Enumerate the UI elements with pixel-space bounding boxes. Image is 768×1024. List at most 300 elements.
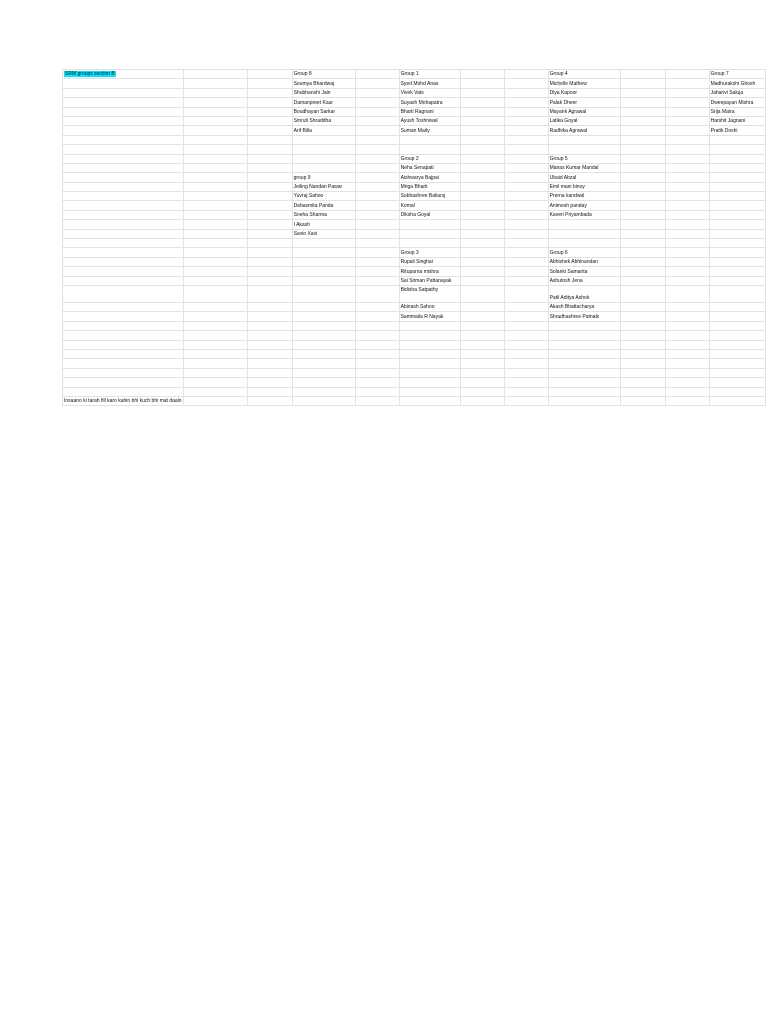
cell[interactable] (665, 107, 709, 116)
cell[interactable] (63, 145, 184, 154)
cell[interactable] (620, 201, 665, 210)
member-cell[interactable]: Patil Aditya Ashok (548, 285, 620, 302)
cell[interactable] (63, 368, 184, 377)
cell[interactable] (355, 116, 399, 125)
cell[interactable] (665, 210, 709, 219)
cell[interactable] (183, 182, 247, 191)
member-cell[interactable]: Suman Maity (399, 126, 460, 135)
member-cell[interactable]: Sammaila R Nayak (399, 312, 460, 321)
member-cell[interactable]: Emil mani binoy (548, 182, 620, 191)
cell[interactable] (183, 220, 247, 229)
cell[interactable] (247, 387, 292, 396)
cell[interactable] (709, 210, 765, 219)
member-cell[interactable]: Rituparna mishra (399, 267, 460, 276)
cell[interactable] (183, 116, 247, 125)
cell[interactable] (183, 368, 247, 377)
cell[interactable] (665, 359, 709, 368)
cell[interactable] (63, 267, 184, 276)
cell[interactable] (665, 349, 709, 358)
cell[interactable] (504, 276, 548, 285)
cell[interactable] (709, 285, 765, 302)
cell[interactable] (355, 302, 399, 311)
cell[interactable] (63, 378, 184, 387)
cell[interactable] (247, 312, 292, 321)
cell[interactable] (504, 201, 548, 210)
member-cell[interactable]: Solanki Samanta (548, 267, 620, 276)
cell[interactable] (620, 182, 665, 191)
cell[interactable] (355, 163, 399, 172)
cell[interactable] (247, 276, 292, 285)
cell[interactable] (665, 88, 709, 97)
cell[interactable] (460, 378, 504, 387)
cell[interactable] (460, 396, 504, 405)
cell[interactable] (460, 107, 504, 116)
cell[interactable] (399, 220, 460, 229)
cell[interactable] (620, 220, 665, 229)
cell[interactable] (355, 182, 399, 191)
cell[interactable] (709, 173, 765, 182)
member-cell[interactable]: Suyash Mohapatra (399, 98, 460, 107)
member-cell[interactable]: Arif Billa (292, 126, 355, 135)
cell[interactable] (183, 98, 247, 107)
cell[interactable] (620, 312, 665, 321)
cell[interactable] (247, 220, 292, 229)
group3-header[interactable]: Group 3 (399, 248, 460, 257)
cell[interactable] (183, 321, 247, 330)
cell[interactable] (183, 248, 247, 257)
cell[interactable] (292, 239, 355, 248)
cell[interactable] (63, 135, 184, 144)
cell[interactable] (355, 387, 399, 396)
cell[interactable] (665, 70, 709, 79)
cell[interactable] (620, 387, 665, 396)
cell[interactable] (665, 182, 709, 191)
cell[interactable] (63, 163, 184, 172)
cell[interactable] (63, 192, 184, 201)
cell[interactable] (548, 145, 620, 154)
cell[interactable] (709, 368, 765, 377)
cell[interactable] (460, 276, 504, 285)
cell[interactable] (504, 229, 548, 238)
cell[interactable] (620, 192, 665, 201)
cell[interactable] (63, 154, 184, 163)
cell[interactable] (183, 239, 247, 248)
member-cell[interactable]: Prerna kandwal (548, 192, 620, 201)
cell[interactable] (247, 248, 292, 257)
cell[interactable] (183, 201, 247, 210)
cell[interactable] (292, 154, 355, 163)
cell[interactable] (504, 70, 548, 79)
cell[interactable] (292, 145, 355, 154)
cell[interactable] (709, 154, 765, 163)
cell[interactable] (665, 239, 709, 248)
cell[interactable] (183, 70, 247, 79)
cell[interactable] (620, 107, 665, 116)
cell[interactable] (183, 173, 247, 182)
group4-header[interactable]: Group 4 (548, 70, 620, 79)
cell[interactable] (665, 368, 709, 377)
cell[interactable] (63, 239, 184, 248)
cell[interactable] (247, 331, 292, 340)
cell[interactable] (709, 182, 765, 191)
member-cell[interactable]: Dweepayan Mishra (709, 98, 765, 107)
cell[interactable] (292, 257, 355, 266)
member-cell[interactable]: Animesh panday (548, 201, 620, 210)
cell[interactable] (247, 229, 292, 238)
cell[interactable] (292, 267, 355, 276)
cell[interactable] (709, 321, 765, 330)
cell[interactable] (504, 285, 548, 302)
cell[interactable] (63, 340, 184, 349)
cell[interactable] (620, 248, 665, 257)
group2-header[interactable]: Group 2 (399, 154, 460, 163)
cell[interactable] (63, 210, 184, 219)
cell[interactable] (709, 396, 765, 405)
cell[interactable] (665, 387, 709, 396)
cell[interactable] (355, 285, 399, 302)
member-cell[interactable]: Aishwarya Bajpai (399, 173, 460, 182)
cell[interactable] (355, 378, 399, 387)
cell[interactable] (355, 368, 399, 377)
cell[interactable] (399, 359, 460, 368)
cell[interactable] (665, 145, 709, 154)
cell[interactable] (504, 387, 548, 396)
cell[interactable] (504, 210, 548, 219)
cell[interactable] (460, 349, 504, 358)
cell[interactable] (460, 331, 504, 340)
cell[interactable] (247, 163, 292, 172)
cell[interactable] (292, 321, 355, 330)
cell[interactable] (504, 248, 548, 257)
member-cell[interactable]: Sneha Sharma (292, 210, 355, 219)
cell[interactable] (183, 257, 247, 266)
cell[interactable] (620, 396, 665, 405)
cell[interactable] (183, 267, 247, 276)
cell[interactable] (247, 116, 292, 125)
member-cell[interactable]: Abhishek Abhinandan (548, 257, 620, 266)
cell[interactable] (460, 163, 504, 172)
cell[interactable] (620, 349, 665, 358)
cell[interactable] (292, 378, 355, 387)
group1-header[interactable]: Group 1 (399, 70, 460, 79)
cell[interactable] (460, 192, 504, 201)
cell[interactable] (399, 349, 460, 358)
cell[interactable] (504, 312, 548, 321)
cell[interactable] (399, 321, 460, 330)
cell[interactable] (504, 79, 548, 88)
cell[interactable] (460, 267, 504, 276)
cell[interactable] (247, 302, 292, 311)
cell[interactable] (292, 276, 355, 285)
cell[interactable] (460, 229, 504, 238)
cell[interactable] (709, 359, 765, 368)
cell[interactable] (620, 285, 665, 302)
cell[interactable] (709, 312, 765, 321)
cell[interactable] (504, 302, 548, 311)
cell[interactable] (292, 359, 355, 368)
cell[interactable] (665, 154, 709, 163)
cell[interactable] (548, 229, 620, 238)
cell[interactable] (355, 154, 399, 163)
cell[interactable] (504, 349, 548, 358)
cell[interactable] (620, 239, 665, 248)
cell[interactable] (292, 302, 355, 311)
cell[interactable] (183, 331, 247, 340)
cell[interactable] (63, 257, 184, 266)
cell[interactable] (183, 302, 247, 311)
cell[interactable] (709, 302, 765, 311)
cell[interactable] (709, 276, 765, 285)
cell[interactable] (399, 239, 460, 248)
cell[interactable] (460, 285, 504, 302)
cell[interactable] (292, 368, 355, 377)
cell[interactable] (504, 331, 548, 340)
cell[interactable] (399, 229, 460, 238)
cell[interactable] (665, 116, 709, 125)
cell[interactable] (460, 302, 504, 311)
cell[interactable] (620, 154, 665, 163)
member-cell[interactable]: Ayush Toshniwal (399, 116, 460, 125)
cell[interactable] (355, 359, 399, 368)
cell[interactable] (665, 163, 709, 172)
cell[interactable] (548, 387, 620, 396)
member-cell[interactable]: Sai Sriman Pattanayak (399, 276, 460, 285)
cell[interactable] (63, 312, 184, 321)
cell[interactable] (355, 340, 399, 349)
cell[interactable] (460, 79, 504, 88)
cell[interactable] (355, 126, 399, 135)
member-cell[interactable]: Neha Senapati (399, 163, 460, 172)
cell[interactable] (504, 368, 548, 377)
cell[interactable] (504, 88, 548, 97)
cell[interactable] (504, 126, 548, 135)
cell[interactable] (355, 248, 399, 257)
cell[interactable] (665, 321, 709, 330)
cell[interactable] (504, 154, 548, 163)
cell[interactable] (620, 210, 665, 219)
cell[interactable] (63, 359, 184, 368)
member-cell[interactable]: Bidisha Satpathy (399, 285, 460, 302)
cell[interactable] (247, 98, 292, 107)
cell[interactable] (292, 349, 355, 358)
cell[interactable] (665, 257, 709, 266)
cell[interactable] (183, 192, 247, 201)
group9-header[interactable]: group 9 (292, 173, 355, 182)
cell[interactable] (247, 340, 292, 349)
cell[interactable] (709, 135, 765, 144)
cell[interactable] (504, 340, 548, 349)
cell[interactable] (620, 276, 665, 285)
cell[interactable] (460, 116, 504, 125)
cell[interactable] (399, 368, 460, 377)
cell[interactable] (247, 285, 292, 302)
member-cell[interactable]: Latika Goyal (548, 116, 620, 125)
cell[interactable] (665, 192, 709, 201)
cell[interactable] (709, 201, 765, 210)
group6-header[interactable]: Group 6 (548, 248, 620, 257)
cell[interactable] (709, 378, 765, 387)
cell[interactable] (504, 173, 548, 182)
cell[interactable] (665, 267, 709, 276)
cell[interactable] (355, 220, 399, 229)
cell[interactable] (183, 340, 247, 349)
group7-header[interactable]: Group 7 (709, 70, 765, 79)
cell[interactable] (183, 285, 247, 302)
cell[interactable] (709, 220, 765, 229)
cell[interactable] (63, 98, 184, 107)
cell[interactable] (63, 331, 184, 340)
cell[interactable] (292, 340, 355, 349)
cell[interactable] (620, 126, 665, 135)
cell[interactable] (548, 349, 620, 358)
cell[interactable] (355, 312, 399, 321)
cell[interactable] (355, 173, 399, 182)
member-cell[interactable]: Radhika Agrawal (548, 126, 620, 135)
cell[interactable] (355, 331, 399, 340)
cell[interactable] (709, 257, 765, 266)
group8-header[interactable]: Group 8 (292, 70, 355, 79)
cell[interactable] (355, 107, 399, 116)
cell[interactable] (355, 88, 399, 97)
cell[interactable] (504, 163, 548, 172)
cell[interactable] (247, 267, 292, 276)
member-cell[interactable]: Michelle Mathew (548, 79, 620, 88)
cell[interactable] (183, 135, 247, 144)
cell[interactable] (709, 163, 765, 172)
cell[interactable] (63, 107, 184, 116)
cell[interactable] (355, 145, 399, 154)
cell[interactable] (355, 135, 399, 144)
cell[interactable] (665, 378, 709, 387)
footer-note[interactable]: Insaano ki tarah fill karo kahin bhi kuch bhi mat daalo (64, 398, 182, 405)
cell[interactable] (460, 321, 504, 330)
cell[interactable] (504, 182, 548, 191)
member-cell[interactable]: Shubhanshi Jain (292, 88, 355, 97)
cell[interactable] (247, 145, 292, 154)
cell[interactable] (292, 396, 355, 405)
cell[interactable] (247, 173, 292, 182)
cell[interactable] (292, 135, 355, 144)
cell[interactable] (63, 349, 184, 358)
member-cell[interactable]: Subhashree Baliarsj (399, 192, 460, 201)
cell[interactable] (665, 285, 709, 302)
cell[interactable] (247, 192, 292, 201)
cell[interactable] (247, 210, 292, 219)
member-cell[interactable]: Diksha Goyal (399, 210, 460, 219)
cell[interactable] (504, 145, 548, 154)
cell[interactable] (665, 135, 709, 144)
cell[interactable] (355, 276, 399, 285)
cell[interactable] (709, 331, 765, 340)
cell[interactable] (665, 79, 709, 88)
cell[interactable] (620, 116, 665, 125)
cell[interactable] (183, 359, 247, 368)
cell[interactable] (709, 387, 765, 396)
cell[interactable] (709, 192, 765, 201)
cell[interactable] (548, 331, 620, 340)
cell[interactable] (665, 276, 709, 285)
member-cell[interactable]: Debasmita Panda (292, 201, 355, 210)
cell[interactable] (504, 239, 548, 248)
member-cell[interactable]: Yuvraj Sahoo (292, 192, 355, 201)
cell[interactable] (399, 331, 460, 340)
cell[interactable] (620, 70, 665, 79)
cell[interactable] (183, 312, 247, 321)
cell[interactable] (355, 192, 399, 201)
cell[interactable] (63, 276, 184, 285)
member-cell[interactable]: Akash Bhattacharya (548, 302, 620, 311)
cell[interactable] (63, 302, 184, 311)
member-cell[interactable]: Kaveri Priyambada (548, 210, 620, 219)
cell[interactable] (504, 321, 548, 330)
cell[interactable] (460, 154, 504, 163)
cell[interactable] (504, 107, 548, 116)
cell[interactable] (504, 257, 548, 266)
member-cell[interactable]: Srija Maira (709, 107, 765, 116)
cell[interactable] (460, 220, 504, 229)
cell[interactable] (183, 107, 247, 116)
cell[interactable] (63, 321, 184, 330)
cell[interactable] (183, 163, 247, 172)
member-cell[interactable]: Diya Kapoor (548, 88, 620, 97)
cell[interactable] (504, 267, 548, 276)
cell[interactable] (63, 173, 184, 182)
cell[interactable] (504, 135, 548, 144)
cell[interactable] (247, 368, 292, 377)
cell[interactable] (504, 220, 548, 229)
cell[interactable] (63, 126, 184, 135)
member-cell[interactable]: I Akash (292, 220, 355, 229)
cell[interactable] (292, 248, 355, 257)
cell[interactable] (292, 387, 355, 396)
cell[interactable] (247, 154, 292, 163)
member-cell[interactable]: Abinash Sahoo (399, 302, 460, 311)
cell[interactable] (548, 220, 620, 229)
cell[interactable] (292, 331, 355, 340)
cell[interactable] (460, 173, 504, 182)
cell[interactable] (247, 126, 292, 135)
cell[interactable] (709, 349, 765, 358)
member-cell[interactable]: Palak Dheer (548, 98, 620, 107)
cell[interactable] (620, 163, 665, 172)
cell[interactable] (247, 107, 292, 116)
cell[interactable] (183, 387, 247, 396)
member-cell[interactable]: Mayank Agrawal (548, 107, 620, 116)
cell[interactable] (247, 201, 292, 210)
cell[interactable] (548, 135, 620, 144)
member-cell[interactable]: Damanpreet Kaur (292, 98, 355, 107)
member-cell[interactable]: Bharti Ragnani (399, 107, 460, 116)
cell[interactable] (355, 70, 399, 79)
cell[interactable] (460, 387, 504, 396)
cell[interactable] (355, 229, 399, 238)
cell[interactable] (399, 378, 460, 387)
cell[interactable] (548, 359, 620, 368)
cell[interactable] (709, 239, 765, 248)
cell[interactable] (620, 98, 665, 107)
cell[interactable] (620, 340, 665, 349)
cell[interactable] (620, 302, 665, 311)
cell[interactable] (247, 79, 292, 88)
cell[interactable] (504, 98, 548, 107)
cell[interactable] (292, 163, 355, 172)
cell[interactable] (665, 173, 709, 182)
cell[interactable] (460, 359, 504, 368)
cell[interactable] (292, 285, 355, 302)
cell[interactable] (247, 378, 292, 387)
member-cell[interactable]: Harshit Jagnani (709, 116, 765, 125)
cell[interactable] (63, 387, 184, 396)
